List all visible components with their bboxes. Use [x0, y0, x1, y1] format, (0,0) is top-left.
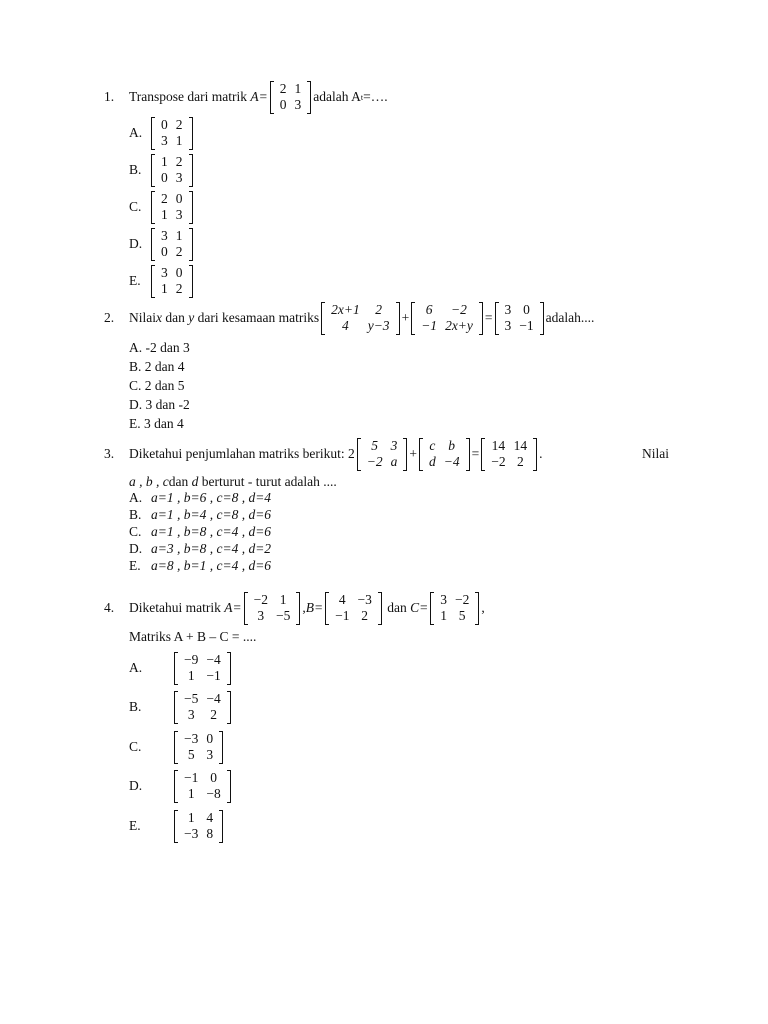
q4-b-lhs: B=: [305, 600, 324, 615]
matrix-row: [250, 592, 295, 609]
q4-a-lhs: A=: [224, 600, 242, 615]
matrix-row: [501, 318, 538, 335]
matrix-row: [487, 438, 531, 455]
matrix-body: [363, 438, 402, 471]
matrix-body: [180, 770, 225, 803]
matrix-cell: 3: [504, 318, 512, 333]
q2-x: x: [156, 310, 162, 325]
matrix-row: [363, 438, 402, 455]
matrix-row: [180, 707, 225, 724]
q3-matrix-2: [419, 438, 470, 471]
matrix-body: [157, 228, 187, 261]
matrix-cell: 1: [175, 133, 183, 148]
matrix-row: [157, 228, 187, 245]
q4-option-matrix: [174, 731, 223, 764]
q1-option-label: B.: [129, 162, 142, 177]
matrix-row: [327, 302, 393, 319]
matrix-row: [180, 691, 225, 708]
matrix-cell: −3: [184, 826, 199, 841]
matrix-cell: −3: [357, 591, 372, 607]
matrix-cell: d: [428, 454, 436, 469]
q4-option-a[interactable]: [129, 650, 233, 686]
matrix-row: [180, 731, 217, 748]
matrix-row: [180, 770, 225, 787]
q1-option-a[interactable]: [129, 116, 195, 150]
matrix-cell: 4: [342, 318, 349, 333]
matrix-row: [436, 608, 473, 625]
matrix-cell: −4: [443, 454, 460, 469]
matrix-row: [487, 454, 531, 471]
matrix-cell: 1: [187, 786, 195, 801]
matrix-row: [157, 265, 187, 282]
matrix-cell: 0: [175, 190, 183, 206]
matrix-cell: −2: [366, 454, 383, 469]
q2-y: y: [188, 310, 195, 325]
q1-option-label: D.: [129, 236, 143, 251]
matrix-cell: 2: [175, 281, 183, 296]
q1-option-matrix: [151, 154, 193, 187]
q3-option-d[interactable]: [129, 541, 271, 557]
question-2: [104, 300, 594, 336]
matrix-row: [425, 438, 464, 455]
matrix-body: [157, 265, 187, 298]
q4-option-d[interactable]: [129, 768, 233, 804]
q4-c-lhs: C=: [410, 600, 429, 615]
matrix-cell: −4: [206, 651, 221, 667]
matrix-row: [157, 207, 187, 224]
matrix-cell: a: [390, 454, 398, 469]
q4-text: Diketahui matrik: [129, 600, 221, 615]
matrix-cell: 2: [361, 608, 369, 623]
q4-comma-1: ,: [302, 600, 306, 615]
matrix-cell: −2: [253, 591, 268, 607]
matrix-cell: 8: [206, 826, 214, 841]
q3-d: d: [191, 474, 199, 489]
matrix-cell: 1: [187, 809, 195, 825]
q2-option-e[interactable]: E. 3 dan 4: [129, 416, 184, 431]
q3-text: Diketahui penjumlahan matriks berikut:: [129, 446, 345, 461]
q3-option-label: D.: [129, 541, 143, 556]
q1-number: 1.: [104, 89, 115, 104]
q3-coef: 2: [347, 446, 355, 461]
matrix-cell: 4: [338, 591, 346, 607]
q3-nilai: Nilai: [642, 446, 669, 461]
matrix-cell: −1: [335, 608, 350, 623]
q3-rest: berturut - turut adalah ....: [201, 474, 337, 489]
q2-matrix-3: [495, 302, 544, 335]
matrix-cell: y−3: [367, 318, 390, 333]
q1-option-matrix: [151, 117, 193, 150]
matrix-row: [425, 454, 464, 471]
matrix-cell: 0: [523, 301, 530, 317]
matrix-body: [487, 438, 531, 471]
q4-matrix-c: [430, 592, 479, 625]
matrix-cell: −2: [491, 454, 506, 469]
matrix-cell: 2: [175, 244, 183, 259]
q4-dan: dan: [387, 600, 407, 615]
q3-dan: dan: [168, 474, 189, 489]
q4-matrix-a: [244, 592, 301, 625]
q2-option-b[interactable]: B. 2 dan 4: [129, 359, 185, 374]
matrix-cell: 3: [175, 207, 183, 222]
matrix-cell: 3: [161, 264, 168, 280]
q1-sup: t: [360, 92, 364, 102]
matrix-row: [157, 170, 187, 187]
matrix-body: [157, 191, 187, 224]
q2-plus: +: [401, 310, 410, 325]
q3-option-text: a=3 , b=8 , c=4 , d=2: [151, 541, 272, 556]
question-4: [104, 590, 485, 626]
q4-option-matrix: [174, 691, 231, 724]
q1-text: Transpose dari matrik: [129, 89, 247, 104]
matrix-cell: 3: [187, 707, 195, 722]
matrix-body: [180, 691, 225, 724]
matrix-cell: 3: [206, 747, 214, 762]
question-1: [104, 80, 388, 114]
q3-option-text: a=1 , b=8 , c=4 , d=6: [151, 524, 272, 539]
q2-matrix-1: [321, 302, 399, 335]
matrix-body: [180, 652, 225, 685]
matrix-row: [157, 117, 187, 134]
matrix-cell: 3: [161, 133, 168, 148]
q4-option-e[interactable]: [129, 808, 225, 844]
matrix-body: [157, 117, 187, 150]
q1-option-c[interactable]: [129, 190, 195, 224]
q3-option-label: C.: [129, 524, 142, 539]
q1-end: =….: [363, 89, 388, 104]
matrix-cell: 0: [161, 170, 168, 185]
matrix-body: [436, 592, 473, 625]
q3-vars: a , b , c: [129, 474, 169, 489]
q4-option-matrix: [174, 810, 223, 843]
matrix-row: [180, 810, 217, 827]
matrix-cell: 2: [516, 454, 524, 469]
q2-option-d[interactable]: D. 3 dan -2: [129, 397, 190, 412]
q2-text2: dari kesamaan matriks: [197, 310, 320, 325]
q1-option-e[interactable]: [129, 264, 195, 298]
matrix-row: [276, 97, 306, 114]
matrix-cell: 1: [187, 668, 195, 683]
q3-line2: [129, 474, 337, 490]
q3-option-label: A.: [129, 490, 143, 505]
matrix-cell: 2: [279, 80, 287, 96]
matrix-row: [331, 608, 376, 625]
matrix-cell: 2: [375, 301, 382, 317]
matrix-cell: 5: [187, 747, 195, 762]
q3-option-text: a=1 , b=4 , c=8 , d=6: [151, 507, 272, 522]
q2-option-c[interactable]: C. 2 dan 5: [129, 378, 185, 393]
matrix-row: [157, 244, 187, 261]
matrix-body: [501, 302, 538, 335]
matrix-cell: 0: [161, 244, 168, 259]
matrix-cell: 2x+1: [331, 301, 360, 317]
matrix-body: [276, 81, 306, 114]
matrix-row: [157, 133, 187, 150]
q1-after: adalah A: [313, 89, 361, 104]
matrix-cell: −1: [519, 318, 534, 333]
q3-matrix-3: [481, 438, 537, 471]
matrix-cell: 5: [458, 608, 466, 623]
q3-option-c[interactable]: [129, 524, 271, 540]
matrix-cell: −5: [275, 608, 291, 623]
matrix-cell: 4: [206, 809, 214, 825]
matrix-row: [327, 318, 393, 335]
matrix-cell: −9: [184, 651, 199, 667]
q3-option-text: a=1 , b=6 , c=8 , d=4: [151, 490, 272, 505]
matrix-cell: 0: [210, 769, 217, 785]
matrix-row: [331, 592, 376, 609]
matrix-row: [180, 786, 225, 803]
q3-option-e[interactable]: [129, 558, 271, 574]
q4-option-label: D.: [129, 778, 143, 793]
q4-option-b[interactable]: [129, 689, 233, 725]
q2-after: adalah....: [545, 310, 595, 325]
matrix-cell: 2: [175, 153, 183, 169]
q1-option-label: A.: [129, 125, 143, 140]
matrix-cell: 1: [294, 80, 302, 96]
matrix-cell: 3: [161, 227, 168, 243]
matrix-row: [180, 747, 217, 764]
matrix-cell: 3: [440, 591, 447, 607]
q4-option-label: E.: [129, 818, 141, 833]
matrix-row: [417, 318, 477, 335]
matrix-body: [180, 810, 217, 843]
matrix-body: [157, 154, 187, 187]
matrix-cell: −8: [206, 786, 221, 801]
matrix-body: [327, 302, 393, 335]
q2-dan: dan: [165, 310, 185, 325]
q3-option-a[interactable]: [129, 490, 271, 506]
q3-option-b[interactable]: [129, 507, 271, 523]
q4-number: 4.: [104, 600, 115, 615]
matrix-cell: −2: [451, 301, 467, 317]
q4-option-matrix: [174, 770, 231, 803]
matrix-cell: 14: [513, 437, 528, 453]
matrix-row: [363, 454, 402, 471]
matrix-cell: 0: [161, 116, 168, 132]
matrix-cell: 1: [279, 591, 287, 607]
matrix-cell: 3: [294, 97, 302, 112]
matrix-cell: 1: [440, 608, 447, 623]
q3-dot: .: [539, 446, 543, 461]
q4-option-label: C.: [129, 739, 142, 754]
matrix-cell: 2x+y: [445, 318, 473, 333]
q4-line2: Matriks A + B – C = ....: [129, 629, 257, 644]
q1-option-matrix: [151, 228, 193, 261]
matrix-cell: −4: [206, 690, 221, 706]
matrix-cell: 5: [371, 437, 379, 453]
matrix-cell: −1: [421, 318, 438, 333]
matrix-body: [417, 302, 477, 335]
q4-comma-2: ,: [481, 600, 485, 615]
matrix-cell: 2: [210, 707, 217, 722]
matrix-cell: 6: [425, 301, 433, 317]
matrix-body: [180, 731, 217, 764]
matrix-cell: −5: [184, 690, 199, 706]
q3-option-label: E.: [129, 558, 141, 573]
q1-option-matrix: [151, 191, 193, 224]
matrix-row: [417, 302, 477, 319]
matrix-cell: 2: [161, 190, 168, 206]
q3-option-text: a=8 , b=1 , c=4 , d=6: [151, 558, 272, 573]
matrix-cell: −1: [206, 668, 221, 683]
matrix-row: [180, 652, 225, 669]
matrix-cell: 3: [390, 437, 398, 453]
matrix-cell: 0: [175, 264, 183, 280]
matrix-row: [180, 668, 225, 685]
q1-option-label: C.: [129, 199, 142, 214]
q1-option-d[interactable]: [129, 227, 195, 261]
matrix-cell: 1: [161, 207, 168, 222]
matrix-cell: 3: [175, 170, 183, 185]
matrix-cell: 1: [161, 153, 168, 169]
q2-text: Nilai: [129, 310, 156, 325]
q4-option-label: A.: [129, 660, 143, 675]
q4-option-matrix: [174, 652, 231, 685]
q4-matrix-b: [325, 592, 382, 625]
q1-option-label: E.: [129, 273, 141, 288]
q3-number: 3.: [104, 446, 115, 461]
matrix-cell: 0: [279, 97, 287, 112]
q3-eq: =: [471, 446, 480, 461]
matrix-cell: −1: [184, 769, 199, 785]
matrix-body: [331, 592, 376, 625]
matrix-row: [436, 592, 473, 609]
matrix-row: [180, 826, 217, 843]
matrix-cell: 3: [257, 608, 265, 623]
q3-option-label: B.: [129, 507, 142, 522]
matrix-row: [157, 191, 187, 208]
q2-eq: =: [484, 310, 493, 325]
q1-option-matrix: [151, 265, 193, 298]
q2-matrix-2: [411, 302, 483, 335]
q1-matrix: [270, 81, 312, 114]
question-3: [104, 436, 542, 472]
q4-option-c[interactable]: [129, 729, 225, 765]
matrix-body: [425, 438, 464, 471]
q1-option-b[interactable]: [129, 153, 195, 187]
q2-option-a[interactable]: A. -2 dan 3: [129, 340, 190, 355]
matrix-row: [157, 154, 187, 171]
matrix-cell: b: [448, 437, 456, 453]
matrix-cell: 3: [504, 301, 512, 317]
matrix-cell: 2: [175, 116, 183, 132]
matrix-row: [501, 302, 538, 319]
matrix-cell: 1: [175, 227, 183, 243]
q3-plus: +: [409, 446, 417, 461]
matrix-body: [250, 592, 295, 625]
matrix-row: [276, 81, 306, 98]
matrix-cell: c: [429, 437, 436, 453]
matrix-cell: −2: [454, 591, 470, 607]
matrix-cell: −3: [184, 730, 199, 746]
matrix-cell: 1: [161, 281, 168, 296]
matrix-cell: 0: [206, 730, 214, 746]
matrix-row: [250, 608, 295, 625]
q1-lhs: A=: [250, 89, 268, 104]
q4-option-label: B.: [129, 699, 142, 714]
matrix-cell: 14: [491, 437, 506, 453]
q3-matrix-1: [357, 438, 408, 471]
matrix-row: [157, 281, 187, 298]
q2-number: 2.: [104, 310, 115, 325]
